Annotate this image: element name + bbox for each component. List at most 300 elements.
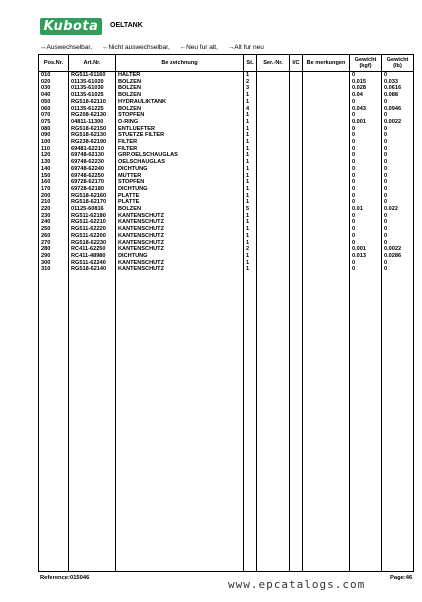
cell-ser [257, 199, 290, 206]
cell-bemerkungen [303, 253, 350, 260]
cell-art: RG208-62130 [69, 112, 116, 119]
cell-bezeichnung: DICHTUNG [116, 253, 244, 260]
cell-art: RG518-62160 [69, 193, 116, 200]
cell-ic [290, 266, 303, 273]
cell-pos: 230 [39, 213, 69, 220]
cell-st: 1 [244, 119, 257, 126]
cell-st: 1 [244, 266, 257, 273]
cell-pos: 260 [39, 233, 69, 240]
cell-ic [290, 213, 303, 220]
cell-bemerkungen [303, 126, 350, 133]
page-number: Page:46 [390, 575, 413, 581]
cell-gewicht-lb: 0.0286 [382, 253, 414, 260]
cell-ic [290, 173, 303, 180]
cell-gewicht-kgf: 0.028 [350, 85, 382, 92]
cell-art: 01135-61020 [69, 79, 116, 86]
cell-st: 3 [244, 85, 257, 92]
cell-bezeichnung: KANTENSCHUTZ [116, 240, 244, 247]
cell-pos: 150 [39, 173, 69, 180]
cell-bemerkungen [303, 99, 350, 106]
cell-bemerkungen [303, 166, 350, 173]
cell-bezeichnung: KANTENSCHUTZ [116, 233, 244, 240]
cell-art: RG518-62170 [69, 199, 116, 206]
empty-cell [350, 273, 382, 571]
col-header-pos: Pos.Nr. [39, 55, 69, 72]
cell-gewicht-lb: 0 [382, 146, 414, 153]
cell-pos: 075 [39, 119, 69, 126]
cell-ser [257, 146, 290, 153]
cell-ic [290, 85, 303, 92]
cell-bezeichnung: KANTENSCHUTZ [116, 219, 244, 226]
cell-bemerkungen [303, 219, 350, 226]
cell-ser [257, 266, 290, 273]
empty-cell [290, 273, 303, 571]
cell-gewicht-lb: 0.0946 [382, 106, 414, 113]
cell-pos: 060 [39, 106, 69, 113]
table-row [39, 199, 414, 206]
cell-gewicht-kgf: 0 [350, 99, 382, 106]
table-row [39, 132, 414, 139]
cell-bemerkungen [303, 199, 350, 206]
cell-gewicht-kgf: 0.015 [350, 79, 382, 86]
cell-pos: 240 [39, 219, 69, 226]
cell-st: 1 [244, 132, 257, 139]
cell-st: 1 [244, 179, 257, 186]
cell-st: 1 [244, 219, 257, 226]
cell-gewicht-lb: 0 [382, 173, 414, 180]
cell-bezeichnung: BOLZEN [116, 79, 244, 86]
table-row [39, 72, 414, 79]
cell-art: RG511-62180 [69, 213, 116, 220]
cell-gewicht-kgf: 0 [350, 213, 382, 220]
cell-ic [290, 72, 303, 79]
cell-ic [290, 126, 303, 133]
cell-ic [290, 193, 303, 200]
cell-gewicht-lb: 0.022 [382, 206, 414, 213]
cell-gewicht-lb: 0.033 [382, 79, 414, 86]
cell-pos: 270 [39, 240, 69, 247]
table-row [39, 85, 414, 92]
cell-pos: 040 [39, 92, 69, 99]
cell-ic [290, 139, 303, 146]
legend-old-for-new: →Alt fur neu [227, 44, 264, 51]
cell-bemerkungen [303, 173, 350, 180]
cell-bezeichnung: STOPFEN [116, 179, 244, 186]
cell-gewicht-kgf: 0 [350, 240, 382, 247]
cell-bezeichnung: DICHTUNG [116, 166, 244, 173]
cell-bemerkungen [303, 119, 350, 126]
cell-ic [290, 206, 303, 213]
cell-pos: 080 [39, 126, 69, 133]
cell-art: RG518-62110 [69, 99, 116, 106]
table-row [39, 119, 414, 126]
cell-ser [257, 233, 290, 240]
cell-ic [290, 92, 303, 99]
cell-bezeichnung: HALTER [116, 72, 244, 79]
cell-ser [257, 119, 290, 126]
cell-art: 01135-61030 [69, 85, 116, 92]
cell-pos: 300 [39, 260, 69, 267]
cell-pos: 220 [39, 206, 69, 213]
cell-bezeichnung: OELSCHAUGLAS [116, 159, 244, 166]
cell-ser [257, 139, 290, 146]
col-header-bezeichnung: Be zeichnung [116, 55, 244, 72]
table-row [39, 260, 414, 267]
cell-bezeichnung: ENTLUEFTER [116, 126, 244, 133]
cell-pos: 010 [39, 72, 69, 79]
empty-cell [116, 273, 244, 571]
table-row [39, 126, 414, 133]
cell-gewicht-lb: 0 [382, 72, 414, 79]
cell-art: RG518-62230 [69, 240, 116, 247]
table-row [39, 253, 414, 260]
cell-pos: 050 [39, 99, 69, 106]
cell-ic [290, 246, 303, 253]
cell-gewicht-kgf: 0 [350, 132, 382, 139]
cell-ic [290, 240, 303, 247]
cell-bemerkungen [303, 233, 350, 240]
cell-art: RG518-62150 [69, 126, 116, 133]
cell-gewicht-kgf: 0 [350, 152, 382, 159]
cell-pos: 200 [39, 193, 69, 200]
cell-art: 01125-60816 [69, 206, 116, 213]
cell-bezeichnung: PLATTE [116, 193, 244, 200]
cell-st: 1 [244, 159, 257, 166]
cell-gewicht-lb: 0 [382, 226, 414, 233]
cell-gewicht-lb: 0 [382, 266, 414, 273]
cell-bemerkungen [303, 193, 350, 200]
cell-ser [257, 226, 290, 233]
cell-st: 5 [244, 206, 257, 213]
cell-bemerkungen [303, 186, 350, 193]
table-row [39, 106, 414, 113]
cell-ic [290, 166, 303, 173]
cell-gewicht-kgf: 0 [350, 260, 382, 267]
cell-bemerkungen [303, 72, 350, 79]
cell-bezeichnung: KANTENSCHUTZ [116, 213, 244, 220]
cell-ic [290, 99, 303, 106]
table-row [39, 186, 414, 193]
cell-ic [290, 199, 303, 206]
cell-ser [257, 106, 290, 113]
cell-st: 1 [244, 213, 257, 220]
cell-art: 69728-62180 [69, 186, 116, 193]
col-header-gewicht-lb: Gewicht (lb) [382, 55, 414, 72]
cell-st: 1 [244, 240, 257, 247]
cell-bemerkungen [303, 139, 350, 146]
cell-ser [257, 79, 290, 86]
legend-new-for-old: ←Neu fur alt, [179, 44, 218, 51]
cell-gewicht-kgf: 0.001 [350, 246, 382, 253]
cell-ser [257, 179, 290, 186]
cell-pos: 110 [39, 146, 69, 153]
empty-cell [257, 273, 290, 571]
parts-table [38, 54, 414, 572]
cell-art: RG518-62140 [69, 266, 116, 273]
cell-gewicht-lb: 0 [382, 159, 414, 166]
cell-ic [290, 132, 303, 139]
table-row [39, 206, 414, 213]
cell-st: 1 [244, 226, 257, 233]
cell-st: 1 [244, 99, 257, 106]
table-row [39, 226, 414, 233]
cell-ser [257, 166, 290, 173]
cell-bemerkungen [303, 106, 350, 113]
cell-pos: 160 [39, 179, 69, 186]
cell-ic [290, 152, 303, 159]
cell-bezeichnung: STUETZE FILTER [116, 132, 244, 139]
cell-ic [290, 159, 303, 166]
cell-ser [257, 253, 290, 260]
cell-ser [257, 193, 290, 200]
cell-art: 69748-62240 [69, 166, 116, 173]
cell-gewicht-kgf: 0 [350, 193, 382, 200]
cell-ic [290, 179, 303, 186]
table-row [39, 173, 414, 180]
cell-ser [257, 132, 290, 139]
cell-art: RG511-62220 [69, 226, 116, 233]
cell-art: 69481-62210 [69, 146, 116, 153]
cell-bezeichnung: PLATTE [116, 199, 244, 206]
cell-gewicht-kgf: 0 [350, 112, 382, 119]
cell-gewicht-kgf: 0 [350, 266, 382, 273]
cell-ic [290, 119, 303, 126]
cell-pos: 030 [39, 85, 69, 92]
cell-st: 1 [244, 72, 257, 79]
cell-ser [257, 72, 290, 79]
cell-bezeichnung: HYDRAULIKTANK [116, 99, 244, 106]
col-header-ic: I/C [290, 55, 303, 72]
cell-pos: 170 [39, 186, 69, 193]
cell-ic [290, 260, 303, 267]
cell-art: RG511-61160 [69, 72, 116, 79]
cell-st: 1 [244, 166, 257, 173]
cell-bemerkungen [303, 92, 350, 99]
cell-bezeichnung: KANTENSCHUTZ [116, 260, 244, 267]
cell-ic [290, 226, 303, 233]
table-header-row [39, 55, 414, 72]
cell-gewicht-kgf: 0 [350, 186, 382, 193]
cell-bezeichnung: BOLZEN [116, 106, 244, 113]
empty-cell [39, 273, 69, 571]
col-header-gewicht-kgf: Gewicht (kgf) [350, 55, 382, 72]
cell-pos: 070 [39, 112, 69, 119]
table-row [39, 112, 414, 119]
cell-gewicht-lb: 0 [382, 166, 414, 173]
cell-gewicht-kgf: 0 [350, 139, 382, 146]
cell-ser [257, 152, 290, 159]
cell-gewicht-kgf: 0.001 [350, 119, 382, 126]
empty-cell [382, 273, 414, 571]
cell-gewicht-lb: 0.088 [382, 92, 414, 99]
cell-bezeichnung: FILTER [116, 146, 244, 153]
cell-gewicht-kgf: 0 [350, 233, 382, 240]
cell-bemerkungen [303, 246, 350, 253]
cell-ser [257, 260, 290, 267]
cell-ic [290, 146, 303, 153]
legend-interchangeable: ↔Auswechselbar, [40, 44, 93, 51]
cell-gewicht-lb: 0 [382, 240, 414, 247]
cell-bemerkungen [303, 159, 350, 166]
cell-bemerkungen [303, 260, 350, 267]
cell-st: 1 [244, 112, 257, 119]
cell-bemerkungen [303, 179, 350, 186]
table-row [39, 266, 414, 273]
cell-ser [257, 99, 290, 106]
cell-ser [257, 186, 290, 193]
cell-bemerkungen [303, 79, 350, 86]
cell-ic [290, 112, 303, 119]
cell-bemerkungen [303, 266, 350, 273]
cell-gewicht-lb: 0 [382, 213, 414, 220]
cell-bemerkungen [303, 226, 350, 233]
empty-cell [69, 273, 116, 571]
cell-gewicht-lb: 0.0022 [382, 246, 414, 253]
table-row [39, 219, 414, 226]
legend [40, 44, 272, 51]
cell-ic [290, 106, 303, 113]
cell-pos: 250 [39, 226, 69, 233]
empty-cell [303, 273, 350, 571]
table-row [39, 246, 414, 253]
reference-label: Reference:015046 [40, 575, 90, 581]
cell-bemerkungen [303, 240, 350, 247]
cell-gewicht-kgf: 0 [350, 159, 382, 166]
cell-gewicht-lb: 0.0616 [382, 85, 414, 92]
cell-bemerkungen [303, 213, 350, 220]
cell-bezeichnung: STOPFEN [116, 112, 244, 119]
cell-gewicht-lb: 0.0022 [382, 119, 414, 126]
cell-ser [257, 213, 290, 220]
cell-gewicht-lb: 0 [382, 99, 414, 106]
table-row [39, 240, 414, 247]
cell-gewicht-lb: 0 [382, 193, 414, 200]
cell-st: 2 [244, 79, 257, 86]
cell-bemerkungen [303, 146, 350, 153]
col-header-st: St. [244, 55, 257, 72]
cell-ic [290, 233, 303, 240]
cell-art: 69728-62170 [69, 179, 116, 186]
cell-pos: 090 [39, 132, 69, 139]
cell-st: 2 [244, 246, 257, 253]
col-header-art: Art.Nr. [69, 55, 116, 72]
cell-ic [290, 186, 303, 193]
cell-art: RG511-62200 [69, 233, 116, 240]
cell-ic [290, 219, 303, 226]
cell-gewicht-lb: 0 [382, 260, 414, 267]
cell-gewicht-kgf: 0 [350, 219, 382, 226]
cell-bezeichnung: KANTENSCHUTZ [116, 266, 244, 273]
watermark: www.epcatalogs.com [228, 578, 366, 591]
cell-pos: 310 [39, 266, 69, 273]
cell-art: RG238-62190 [69, 139, 116, 146]
cell-pos: 120 [39, 152, 69, 159]
cell-ser [257, 92, 290, 99]
cell-art: RC411-62250 [69, 246, 116, 253]
cell-gewicht-kgf: 0 [350, 179, 382, 186]
cell-st: 1 [244, 173, 257, 180]
kubota-logo: Kubota [40, 18, 102, 35]
empty-cell [244, 273, 257, 571]
cell-gewicht-lb: 0 [382, 179, 414, 186]
legend-not-interchangeable: ←Nicht auswechselbar, [101, 44, 170, 51]
cell-art: RG511-62210 [69, 219, 116, 226]
cell-art: RC411-48980 [69, 253, 116, 260]
cell-bezeichnung: BOLZEN [116, 85, 244, 92]
cell-bezeichnung: FILTER [116, 139, 244, 146]
cell-art: RG511-62240 [69, 260, 116, 267]
cell-art: 04811-11300 [69, 119, 116, 126]
cell-pos: 130 [39, 159, 69, 166]
cell-bezeichnung: KANTENSCHUTZ [116, 246, 244, 253]
col-header-ser: Ser.-Nr. [257, 55, 290, 72]
cell-bezeichnung: BOLZEN [116, 206, 244, 213]
table-filler-row [39, 273, 414, 571]
table-row [39, 139, 414, 146]
cell-ser [257, 126, 290, 133]
cell-gewicht-lb: 0 [382, 132, 414, 139]
cell-gewicht-kgf: 0 [350, 126, 382, 133]
cell-bezeichnung: O-RING [116, 119, 244, 126]
cell-st: 1 [244, 193, 257, 200]
cell-bezeichnung: MUTTER [116, 173, 244, 180]
table-row [39, 99, 414, 106]
cell-gewicht-kgf: 0 [350, 199, 382, 206]
cell-st: 1 [244, 253, 257, 260]
cell-bemerkungen [303, 112, 350, 119]
cell-bezeichnung: KANTENSCHUTZ [116, 226, 244, 233]
cell-gewicht-kgf: 0 [350, 72, 382, 79]
cell-gewicht-lb: 0 [382, 152, 414, 159]
cell-st: 1 [244, 199, 257, 206]
table-row [39, 213, 414, 220]
cell-st: 1 [244, 186, 257, 193]
cell-art: 01135-61225 [69, 106, 116, 113]
cell-st: 1 [244, 126, 257, 133]
cell-gewicht-lb: 0 [382, 233, 414, 240]
cell-bemerkungen [303, 206, 350, 213]
cell-gewicht-lb: 0 [382, 186, 414, 193]
cell-ser [257, 240, 290, 247]
cell-gewicht-lb: 0 [382, 126, 414, 133]
cell-st: 1 [244, 152, 257, 159]
cell-st: 1 [244, 139, 257, 146]
cell-bemerkungen [303, 152, 350, 159]
cell-ic [290, 253, 303, 260]
cell-ser [257, 206, 290, 213]
table-row [39, 146, 414, 153]
cell-pos: 100 [39, 139, 69, 146]
table-row [39, 233, 414, 240]
cell-gewicht-kgf: 0.01 [350, 206, 382, 213]
cell-ser [257, 112, 290, 119]
cell-pos: 020 [39, 79, 69, 86]
table-row [39, 159, 414, 166]
cell-bezeichnung: DICHTUNG [116, 186, 244, 193]
cell-bemerkungen [303, 85, 350, 92]
cell-gewicht-kgf: 0 [350, 166, 382, 173]
cell-ser [257, 85, 290, 92]
cell-gewicht-kgf: 0 [350, 173, 382, 180]
cell-st: 4 [244, 106, 257, 113]
cell-st: 1 [244, 233, 257, 240]
col-header-bemerkungen: Be merkungen [303, 55, 350, 72]
cell-art: 01135-61025 [69, 92, 116, 99]
cell-pos: 290 [39, 253, 69, 260]
cell-gewicht-lb: 0 [382, 199, 414, 206]
cell-gewicht-kgf: 0.04 [350, 92, 382, 99]
cell-art: RG518-62130 [69, 132, 116, 139]
